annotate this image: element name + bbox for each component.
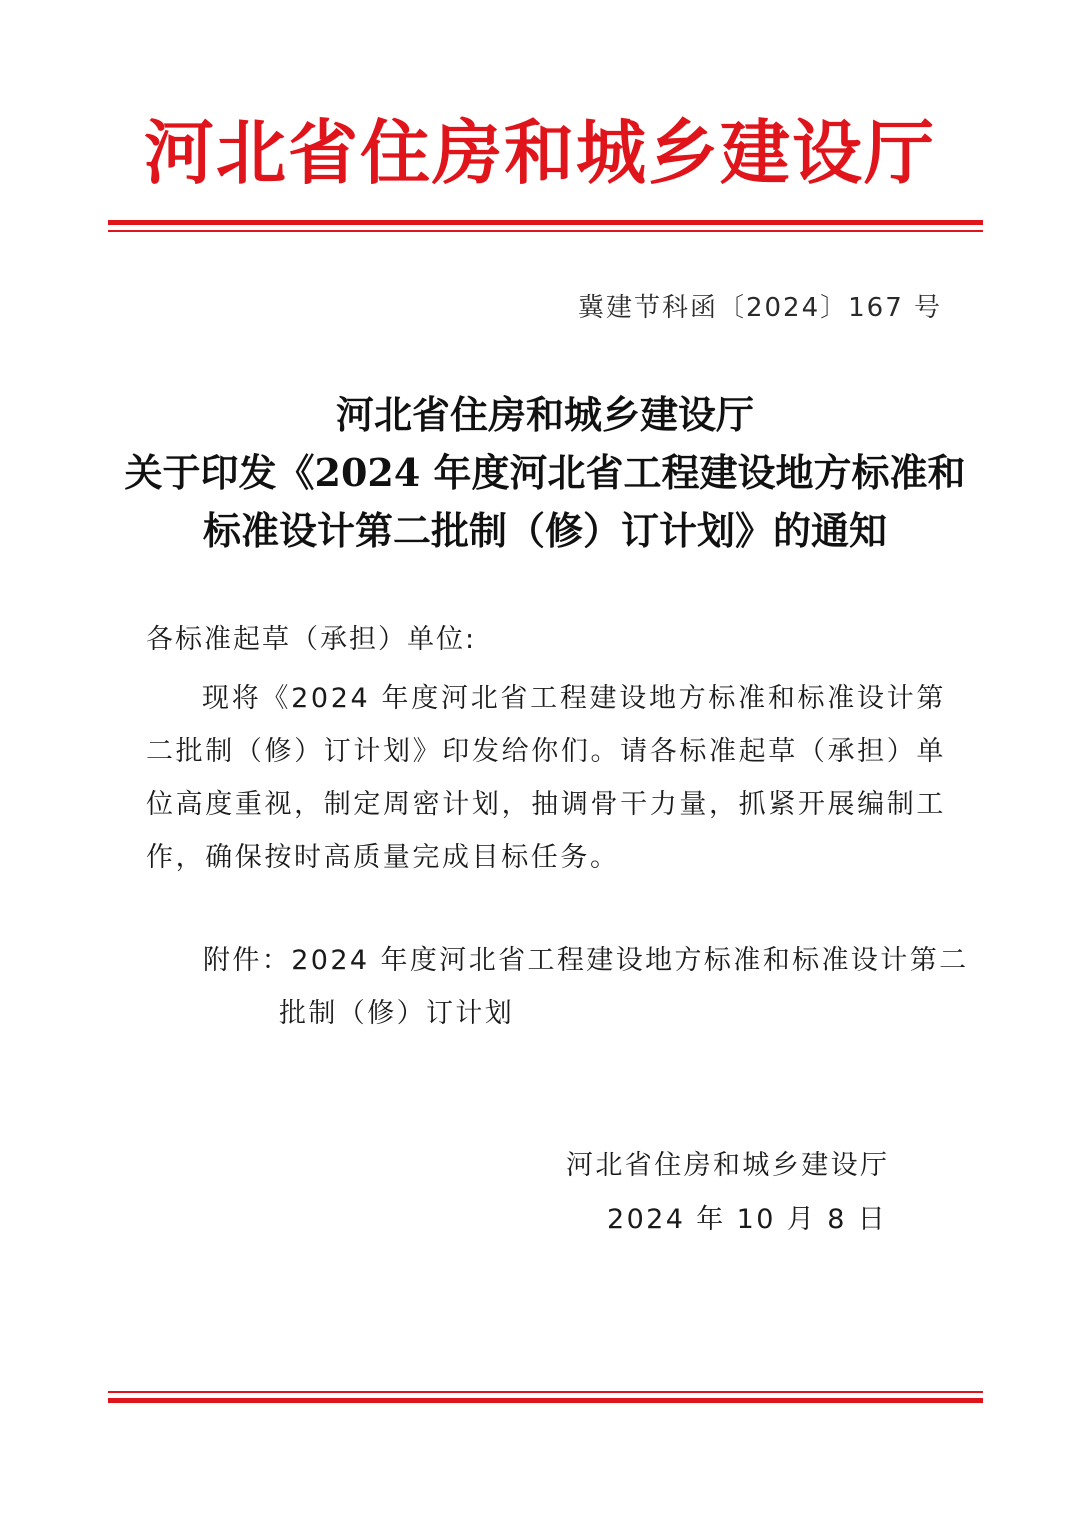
- document-number: 冀建节科函〔2024〕167 号: [577, 293, 942, 323]
- salutation: 各标准起草（承担）单位:: [146, 624, 477, 655]
- title-line: 标准设计第二批制（修）订计划》的通知: [202, 508, 887, 553]
- issue-date: 2024 年 10 月 8 日: [607, 1204, 888, 1235]
- attachment-line: 附件：2024 年度河北省工程建设地方标准和标准设计第二: [203, 945, 969, 976]
- signer-name: 河北省住房和城乡建设厅: [566, 1150, 890, 1181]
- masthead-org-name: 河北省住房和城乡建设厅: [144, 111, 936, 194]
- document-title: [100, 386, 990, 560]
- attachment-line: 批制（修）订计划: [279, 998, 515, 1029]
- masthead-red-rule-thick: [108, 220, 983, 225]
- title-line: 关于印发《2024 年度河北省工程建设地方标准和: [124, 450, 966, 495]
- attachment-note: [203, 934, 969, 1040]
- footer-red-rule-thick: [108, 1398, 983, 1403]
- masthead-red-rule-thin: [108, 230, 983, 232]
- body-paragraph: 现将《2024 年度河北省工程建设地方标准和标准设计第二批制（修）订计划》印发给你们。请各标准起草（承担）单位高度重视，制定周密计划，抽调骨干力量，抓紧开展编制工作，确保按时高质量完成目标任务。: [146, 683, 946, 873]
- footer-red-rule-thin: [108, 1391, 983, 1393]
- title-line: 河北省住房和城乡建设厅: [335, 392, 754, 437]
